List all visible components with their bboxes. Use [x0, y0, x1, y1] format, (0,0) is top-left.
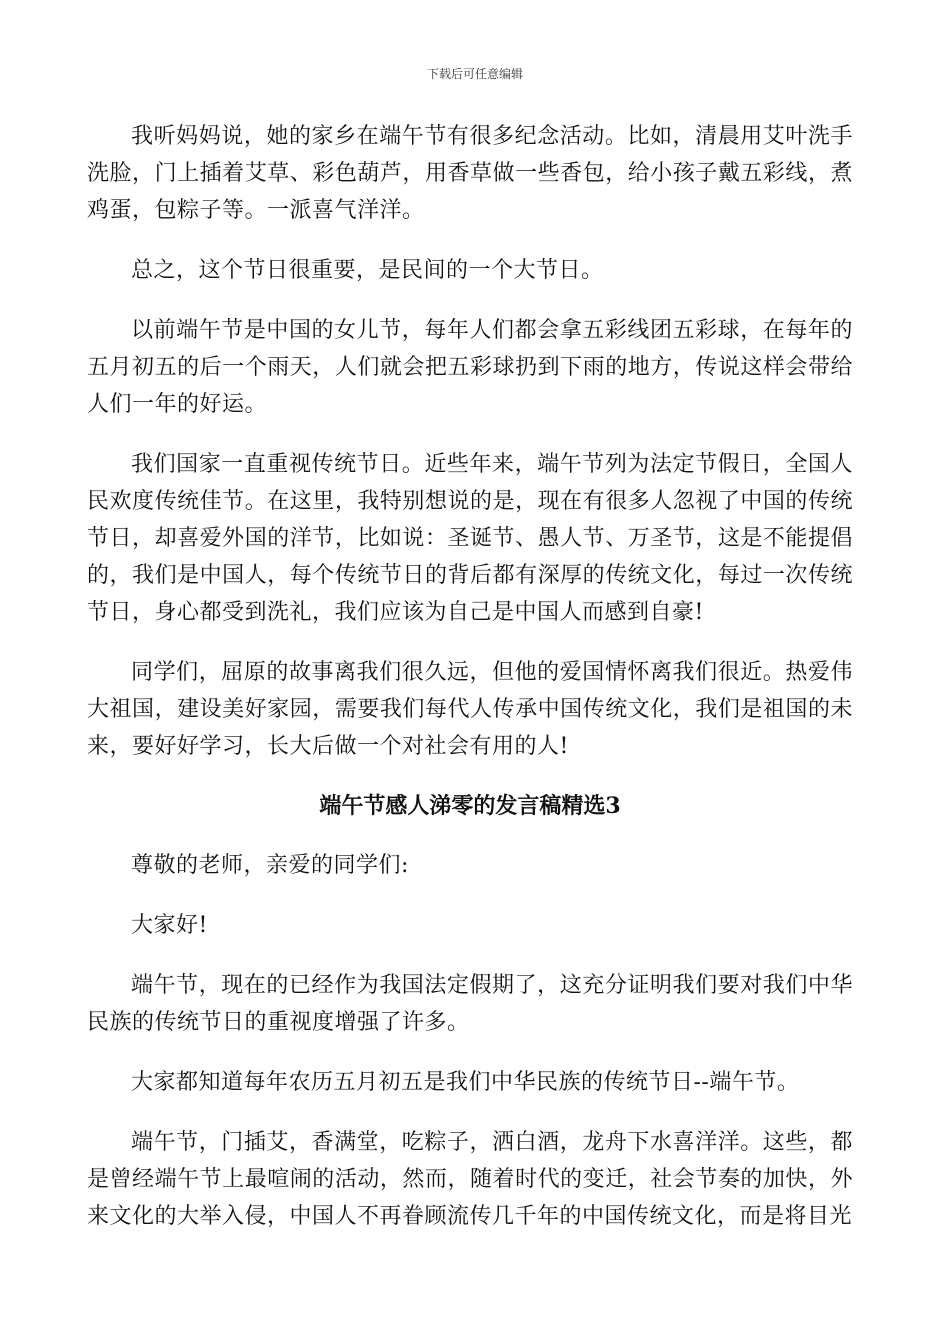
paragraph: 尊敬的老师，亲爱的同学们: — [131, 853, 409, 878]
paragraph: 大家好! — [131, 913, 208, 938]
paragraph: 大家都知道每年农历五月初五是我们中华民族的传统节日--端午节。 — [131, 1070, 800, 1095]
section-heading: 端午节感人涕零的发言稿精选3 — [319, 793, 621, 819]
paragraph: 以前端午节是中国的女儿节，每年人们都会拿五彩线团五彩球，在每年的五月初五的后一个雨天，人们就会把五彩球扔到下雨的地方，传说这样会带给人们一年的好运。 — [87, 318, 853, 417]
paragraph: 我听妈妈说，她的家乡在端午节有很多纪念活动。比如，清晨用艾叶洗手洗脸，门上插着艾草、彩色葫芦，用香草做一些香包，给小孩子戴五彩线，煮鸡蛋，包粽子等。一派喜气洋洋。 — [87, 124, 853, 223]
document-body — [87, 118, 853, 1258]
paragraph: 我们国家一直重视传统节日。近些年来，端午节列为法定节假日，全国人民欢度传统佳节。在这里，我特别想说的是，现在有很多人忽视了中国的传统节日，却喜爱外国的洋节，比如说：圣诞节、愚人节、万圣节，这是不能提倡的，我们是中国人，每个传统节日的背后都有深厚的传统文化，每过一次传统节日，身心都受到洗礼，我们应该为自己是中国人而感到自豪! — [87, 452, 853, 625]
paragraph: 总之，这个节日很重要，是民间的一个大节日。 — [131, 258, 604, 283]
paragraph: 端午节，门插艾，香满堂，吃粽子，洒白酒，龙舟下水喜洋洋。这些，都是曾经端午节上最喧闹的活动，然而，随着时代的变迁，社会节奏的加快，外来文化的大举入侵，中国人不再眷顾流传几千年的中国传统文化，而是将目光 — [87, 1130, 853, 1229]
page-header-note: 下载后可任意编辑 — [426, 67, 523, 81]
paragraph: 同学们，屈原的故事离我们很久远，但他的爱国情怀离我们很近。热爱伟大祖国，建设美好家园，需要我们每代人传承中国传统文化，我们是祖国的未来，要好好学习，长大后做一个对社会有用的人! — [87, 660, 853, 759]
paragraph: 端午节，现在的已经作为我国法定假期了，这充分证明我们要对我们中华民族的传统节日的重视度增强了许多。 — [87, 973, 853, 1035]
